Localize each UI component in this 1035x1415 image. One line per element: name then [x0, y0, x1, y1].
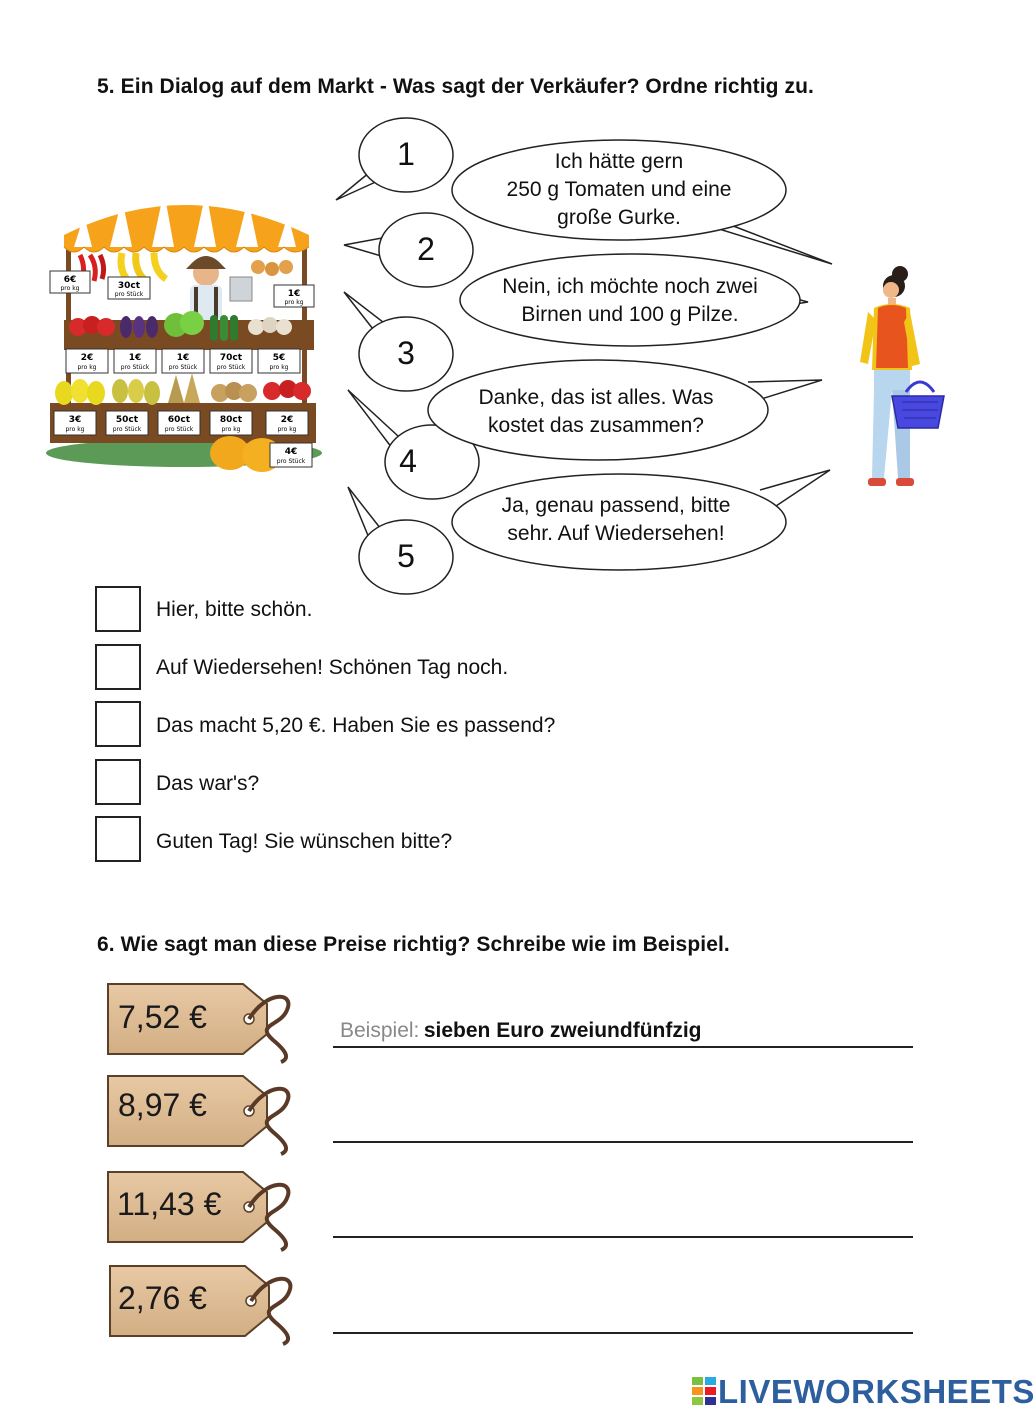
stall-price-bottom-1: 3€ [68, 415, 82, 425]
bubble-line: Birnen und 100 g Pilze. [521, 303, 739, 326]
price-tag-label-3: 11,43 € [117, 1186, 222, 1222]
answer-line-3[interactable] [333, 1236, 913, 1238]
price-tag-label-4: 2,76 € [118, 1280, 207, 1316]
customer-bubble-text-4 [452, 492, 780, 548]
stall-price-unit: pro Stück [114, 291, 144, 298]
answer-checkbox-5[interactable] [95, 816, 141, 862]
stall-price-middle-4: 70ct [219, 353, 243, 363]
answer-checkbox-4[interactable] [95, 759, 141, 805]
bubble-line: Ich hätte gern [554, 150, 684, 173]
stall-price-top-3: 1€ [287, 289, 301, 299]
option-text-5: Guten Tag! Sie wünschen bitte? [156, 830, 453, 853]
bubble-line: kostet das zusammen? [488, 414, 704, 437]
answer-line-4[interactable] [333, 1332, 913, 1334]
task6-heading: 6. Wie sagt man diese Preise richtig? Schreibe wie im Beispiel. [97, 933, 730, 956]
stall-price-middle-5: 5€ [272, 353, 286, 363]
number-label-3: 3 [397, 335, 415, 371]
bubble-line: Nein, ich möchte noch zwei [502, 275, 758, 298]
stall-price-unit: pro Stück [216, 364, 246, 371]
liveworksheets-logo-icon [692, 1377, 716, 1405]
stall-price-top-1: 6€ [63, 275, 77, 285]
task5-heading: 5. Ein Dialog auf dem Markt - Was sagt der Verkäufer? Ordne richtig zu. [97, 75, 814, 98]
answer-checkbox-3[interactable] [95, 701, 141, 747]
number-label-5: 5 [397, 538, 415, 574]
answer-line-1 [333, 1046, 913, 1048]
stall-price-middle-1: 2€ [80, 353, 94, 363]
stall-price-unit: pro kg [277, 426, 297, 433]
option-text-4: Das war's? [156, 772, 260, 795]
option-text-1: Hier, bitte schön. [156, 598, 313, 621]
price-tag-label-1: 7,52 € [118, 999, 207, 1035]
bubble-line: Ja, genau passend, bitte [501, 494, 731, 517]
example-label: Beispiel: [340, 1019, 420, 1042]
stall-price-unit: pro Stück [112, 426, 142, 433]
market-stall-illustration [44, 185, 329, 475]
number-label-2: 2 [417, 231, 435, 267]
number-label-1: 1 [397, 136, 415, 172]
stall-price-bottom-4: 80ct [219, 415, 243, 425]
stall-price-unit: pro kg [221, 426, 241, 433]
stall-price-bottom-3: 60ct [167, 415, 191, 425]
stall-price-middle-3: 1€ [176, 353, 190, 363]
option-text-2: Auf Wiedersehen! Schönen Tag noch. [156, 656, 509, 679]
stall-price-unit: pro kg [65, 426, 85, 433]
stall-price-unit: pro Stück [168, 364, 198, 371]
stall-price-unit: pro Stück [120, 364, 150, 371]
bubble-line: 250 g Tomaten und eine [506, 178, 732, 201]
customer-bubble-text-3 [428, 384, 764, 440]
stall-price-pumpkin: 4€ [284, 447, 298, 457]
stall-price-unit: pro kg [269, 364, 289, 371]
bubble-line: sehr. Auf Wiedersehen! [507, 522, 725, 545]
answer-line-2[interactable] [333, 1141, 913, 1143]
footer-brand: LIVEWORKSHEETS [718, 1373, 1035, 1410]
bubble-line: große Gurke. [557, 206, 681, 229]
customer-bubble-text-1 [455, 148, 783, 232]
answer-checkbox-1[interactable] [95, 586, 141, 632]
stall-price-middle-2: 1€ [128, 353, 142, 363]
stall-price-bottom-2: 50ct [115, 415, 139, 425]
stall-price-unit: pro kg [77, 364, 97, 371]
stall-price-unit: pro Stück [276, 458, 306, 465]
example-answer [340, 1019, 702, 1043]
answer-checkbox-2[interactable] [95, 644, 141, 690]
stall-price-unit: pro kg [284, 299, 304, 306]
stall-price-top-2: 30ct [117, 281, 141, 291]
number-label-4: 4 [399, 443, 417, 479]
customer-woman-illustration [858, 262, 950, 494]
customer-bubble-text-2 [462, 273, 798, 329]
stall-price-unit: pro Stück [164, 426, 194, 433]
price-tag-label-2: 8,97 € [118, 1087, 207, 1123]
bubble-line: Danke, das ist alles. Was [478, 386, 714, 409]
stall-price-bottom-5: 2€ [280, 415, 294, 425]
example-answer-text: sieben Euro zweiundfünfzig [423, 1019, 702, 1042]
option-text-3: Das macht 5,20 €. Haben Sie es passend? [156, 714, 556, 737]
stall-price-unit: pro kg [60, 285, 80, 292]
